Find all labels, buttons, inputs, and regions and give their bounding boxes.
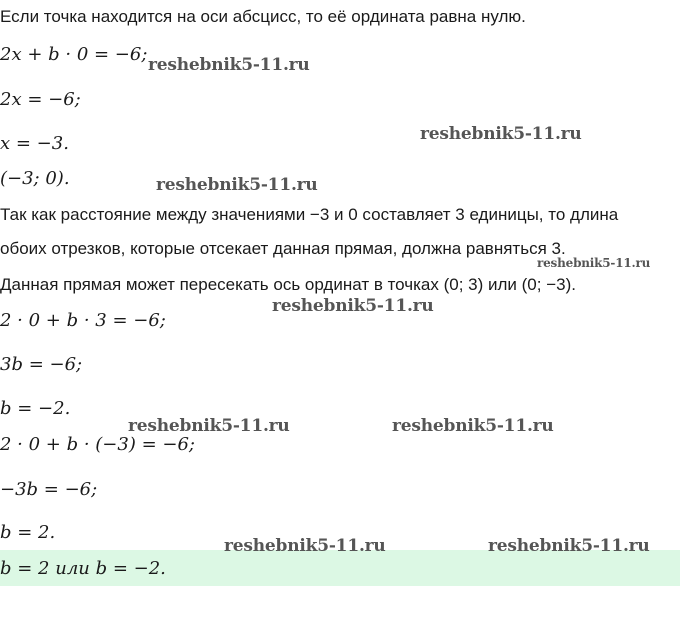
equation-line-7: 2 · 0 + b · (−3) = −6; — [0, 434, 195, 455]
text-line-2: Так как расстояние между значениями −3 и 0 составляет 3 единицы, то длина — [0, 205, 619, 224]
text-line-1: Если точка находится на оси абсцисс, то её ордината равна нулю. — [0, 7, 526, 26]
text-line-4: Данная прямая может пересекать ось ординат в точках (0; 3) или (0; −3). — [0, 275, 576, 294]
watermark: reshebnik5-11.ru — [156, 175, 318, 195]
watermark: reshebnik5-11.ru — [272, 296, 434, 316]
watermark: reshebnik5-11.ru — [128, 416, 290, 436]
watermark: reshebnik5-11.ru — [224, 536, 386, 556]
watermark: reshebnik5-11.ru — [392, 416, 554, 436]
watermark: reshebnik5-11.ru — [488, 536, 650, 556]
equation-line-9: b = 2. — [0, 522, 56, 543]
equation-line-1: 2x + b · 0 = −6; — [0, 44, 148, 65]
watermark: reshebnik5-11.ru — [148, 55, 310, 75]
equation-line-6: b = −2. — [0, 398, 71, 419]
equation-line-5: 3b = −6; — [0, 354, 83, 375]
equation-line-2: 2x = −6; — [0, 89, 81, 110]
text-line-3: обоих отрезков, которые отсекает данная прямая, должна равняться 3. — [0, 239, 566, 258]
equation-line-8: −3b = −6; — [0, 479, 98, 500]
watermark: reshebnik5-11.ru — [537, 256, 651, 270]
point-line: (−3; 0). — [0, 168, 70, 189]
equation-line-4: 2 · 0 + b · 3 = −6; — [0, 310, 166, 331]
watermark: reshebnik5-11.ru — [420, 124, 582, 144]
answer-text: b = 2 или b = −2. — [0, 558, 166, 579]
equation-line-3: x = −3. — [0, 133, 69, 154]
